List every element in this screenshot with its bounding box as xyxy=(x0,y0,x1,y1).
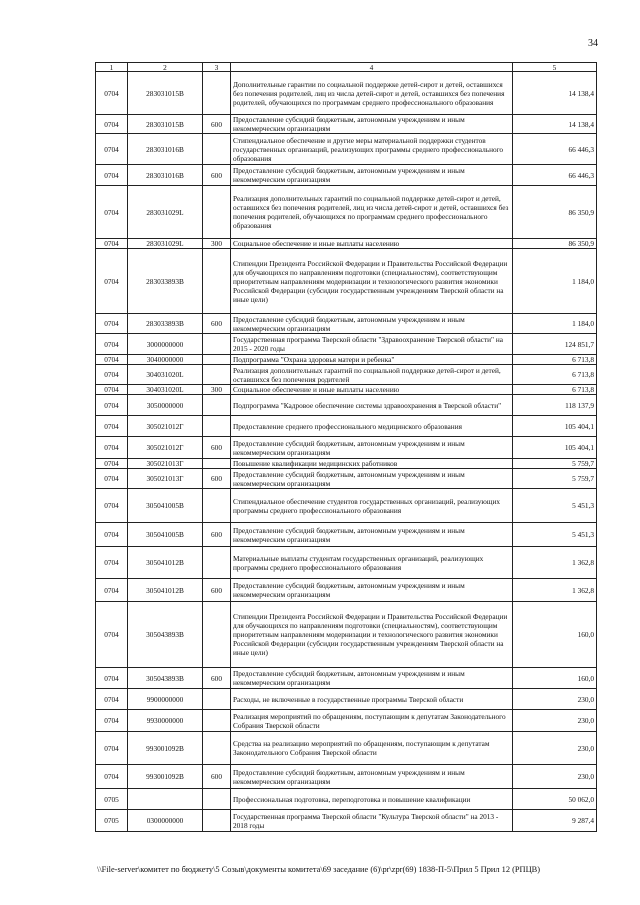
cell-target-article: 283033893B xyxy=(128,249,203,314)
cell-description: Материальные выплаты студентам государственных организаций, реализующих программы среднего профессионального образования xyxy=(231,547,513,579)
cell-target-article: 305043893B xyxy=(128,668,203,689)
cell-expense-type: 300 xyxy=(203,239,231,249)
cell-expense-type: 600 xyxy=(203,523,231,547)
cell-amount: 5 451,3 xyxy=(513,523,597,547)
cell-section-code: 0704 xyxy=(96,459,128,469)
cell-target-article: 3040000000 xyxy=(128,355,203,365)
cell-amount: 118 137,9 xyxy=(513,395,597,416)
cell-section-code: 0704 xyxy=(96,469,128,489)
cell-description: Стипендии Президента Российской Федерации и Правительства Российской Федерации для обучающихся по направлениям подготовки (специальностям), соответствующим приоритетным направлениям модернизации и технологического развития экономики Российской Федерации (субсидии государственным учреждениям Тверской области на иные цели) xyxy=(231,602,513,668)
page-number: 34 xyxy=(588,38,598,49)
table-row xyxy=(96,765,597,789)
cell-expense-type xyxy=(203,602,231,668)
cell-expense-type xyxy=(203,547,231,579)
cell-description: Предоставление субсидий бюджетным, автономным учреждениям и иным некоммерческим организациям xyxy=(231,579,513,602)
cell-section-code: 0705 xyxy=(96,789,128,810)
cell-description: Стипендиальное обеспечение студентов государственных организаций, реализующих программы среднего профессионального образования xyxy=(231,489,513,523)
cell-expense-type xyxy=(203,459,231,469)
table-row xyxy=(96,355,597,365)
cell-description: Стипендии Президента Российской Федерации и Правительства Российской Федерации для обучающихся по направлениям подготовки (специальностям), соответствующим приоритетным направлениям модернизации и технологического развития экономики Российской Федерации (субсидии государственным учреждениям Тверской области на иные цели) xyxy=(231,249,513,314)
file-path-footer: \\File-server\комитет по бюджету\5 Созыв\документы комитета\69 заседание (6)\pr\zpr(69) 1838-П-5\Прил 5 Прил 12 (РПЦВ) xyxy=(97,865,541,874)
cell-description: Предоставление субсидий бюджетным, автономным учреждениям и иным некоммерческим организациям xyxy=(231,765,513,789)
header-col-2: 2 xyxy=(128,63,203,72)
cell-expense-type xyxy=(203,416,231,437)
cell-section-code: 0704 xyxy=(96,314,128,334)
cell-target-article: 9930000000 xyxy=(128,710,203,732)
cell-expense-type: 600 xyxy=(203,314,231,334)
cell-section-code: 0704 xyxy=(96,165,128,186)
budget-table xyxy=(95,62,597,832)
cell-description: Предоставление субсидий бюджетным, автономным учреждениям и иным некоммерческим организациям xyxy=(231,115,513,134)
table-row xyxy=(96,602,597,668)
cell-amount: 105 404,1 xyxy=(513,416,597,437)
cell-target-article: 283031016B xyxy=(128,165,203,186)
cell-amount: 160,0 xyxy=(513,602,597,668)
cell-section-code: 0704 xyxy=(96,334,128,355)
cell-description: Реализация дополнительных гарантий по социальной поддержке детей-сирот и детей, оставшихся без попечения родителей xyxy=(231,365,513,385)
cell-amount: 1 184,0 xyxy=(513,249,597,314)
cell-expense-type xyxy=(203,134,231,165)
cell-description: Расходы, не включенные в государственные программы Тверской области xyxy=(231,689,513,710)
cell-expense-type xyxy=(203,810,231,832)
cell-target-article: 305041012B xyxy=(128,579,203,602)
cell-description: Подпрограмма "Кадровое обеспечение системы здравоохранения в Тверской области" xyxy=(231,395,513,416)
table-row xyxy=(96,334,597,355)
cell-target-article: 0300000000 xyxy=(128,810,203,832)
table-row xyxy=(96,314,597,334)
header-col-4: 4 xyxy=(231,63,513,72)
cell-amount: 230,0 xyxy=(513,732,597,765)
cell-section-code: 0704 xyxy=(96,365,128,385)
cell-description: Профессиональная подготовка, переподготовка и повышение квалификации xyxy=(231,789,513,810)
cell-section-code: 0704 xyxy=(96,134,128,165)
cell-section-code: 0704 xyxy=(96,355,128,365)
cell-expense-type xyxy=(203,732,231,765)
cell-target-article: 305041005B xyxy=(128,489,203,523)
cell-expense-type xyxy=(203,789,231,810)
cell-section-code: 0704 xyxy=(96,437,128,459)
cell-amount: 160,0 xyxy=(513,668,597,689)
cell-amount: 105 404,1 xyxy=(513,437,597,459)
table-row xyxy=(96,689,597,710)
table-row xyxy=(96,134,597,165)
cell-expense-type xyxy=(203,365,231,385)
cell-amount: 6 713,8 xyxy=(513,365,597,385)
cell-target-article: 283031029L xyxy=(128,186,203,239)
cell-section-code: 0704 xyxy=(96,689,128,710)
cell-amount: 86 350,9 xyxy=(513,186,597,239)
table-row xyxy=(96,437,597,459)
header-col-1: 1 xyxy=(96,63,128,72)
cell-description: Социальное обеспечение и иные выплаты населению xyxy=(231,239,513,249)
table-row xyxy=(96,668,597,689)
cell-section-code: 0704 xyxy=(96,115,128,134)
cell-expense-type: 600 xyxy=(203,765,231,789)
cell-target-article: 305041012B xyxy=(128,547,203,579)
table-row xyxy=(96,365,597,385)
cell-description: Предоставление субсидий бюджетным, автономным учреждениям и иным некоммерческим организациям xyxy=(231,165,513,186)
cell-amount: 6 713,8 xyxy=(513,355,597,365)
cell-section-code: 0704 xyxy=(96,547,128,579)
cell-section-code: 0704 xyxy=(96,385,128,395)
cell-amount: 5 759,7 xyxy=(513,469,597,489)
cell-description: Предоставление среднего профессионального медицинского образования xyxy=(231,416,513,437)
cell-target-article: 3050000000 xyxy=(128,395,203,416)
cell-expense-type xyxy=(203,710,231,732)
cell-target-article xyxy=(128,789,203,810)
cell-target-article: 993001092B xyxy=(128,765,203,789)
cell-amount: 5 759,7 xyxy=(513,459,597,469)
cell-target-article: 304031020L xyxy=(128,365,203,385)
cell-target-article: 9900000000 xyxy=(128,689,203,710)
cell-expense-type xyxy=(203,395,231,416)
cell-description: Дополнительные гарантии по социальной поддержке детей-сирот и детей, оставшихся без попечения родителей, лиц из числа детей-сирот и детей, оставшихся без попечения родителей, обучающихся по программам среднего профессионального образования xyxy=(231,72,513,115)
cell-section-code: 0704 xyxy=(96,489,128,523)
table-row xyxy=(96,523,597,547)
table-header-row xyxy=(96,63,597,72)
cell-description: Подпрограмма "Охрана здоровья матери и ребенка" xyxy=(231,355,513,365)
cell-expense-type: 600 xyxy=(203,469,231,489)
cell-section-code: 0704 xyxy=(96,249,128,314)
cell-section-code: 0704 xyxy=(96,523,128,547)
cell-amount: 66 446,3 xyxy=(513,134,597,165)
cell-expense-type: 600 xyxy=(203,115,231,134)
table-row xyxy=(96,385,597,395)
cell-amount: 50 062,0 xyxy=(513,789,597,810)
cell-amount: 5 451,3 xyxy=(513,489,597,523)
cell-amount: 86 350,9 xyxy=(513,239,597,249)
cell-description: Реализация мероприятий по обращениям, поступающим к депутатам Законодательного Собрания Тверской области xyxy=(231,710,513,732)
cell-target-article: 283031015B xyxy=(128,72,203,115)
cell-amount: 14 138,4 xyxy=(513,72,597,115)
cell-section-code: 0705 xyxy=(96,810,128,832)
header-col-5: 5 xyxy=(513,63,597,72)
cell-target-article: 305021012Г xyxy=(128,437,203,459)
cell-description: Средства на реализацию мероприятий по обращениям, поступающим к депутатам Законодательного Собрания Тверской области xyxy=(231,732,513,765)
cell-description: Повышение квалификации медицинских работников xyxy=(231,459,513,469)
cell-description: Социальное обеспечение и иные выплаты населению xyxy=(231,385,513,395)
cell-expense-type xyxy=(203,186,231,239)
cell-amount: 66 446,3 xyxy=(513,165,597,186)
cell-expense-type: 600 xyxy=(203,579,231,602)
table-row xyxy=(96,72,597,115)
cell-amount: 124 851,7 xyxy=(513,334,597,355)
cell-amount: 230,0 xyxy=(513,710,597,732)
cell-amount: 1 362,8 xyxy=(513,547,597,579)
cell-description: Предоставление субсидий бюджетным, автономным учреждениям и иным некоммерческим организациям xyxy=(231,437,513,459)
cell-description: Предоставление субсидий бюджетным, автономным учреждениям и иным некоммерческим организациям xyxy=(231,668,513,689)
cell-description: Реализация дополнительных гарантий по социальной поддержке детей-сирот и детей, оставшихся без попечения родителей, лиц из числа детей-сирот и детей, оставшихся без попечения родителей, обучающихся по программам среднего профессионального образования xyxy=(231,186,513,239)
table-row xyxy=(96,547,597,579)
table-row xyxy=(96,459,597,469)
cell-expense-type: 600 xyxy=(203,437,231,459)
cell-section-code: 0704 xyxy=(96,710,128,732)
cell-target-article: 283031015B xyxy=(128,115,203,134)
table-row xyxy=(96,810,597,832)
cell-description: Предоставление субсидий бюджетным, автономным учреждениям и иным некоммерческим организациям xyxy=(231,469,513,489)
table-row xyxy=(96,395,597,416)
cell-section-code: 0704 xyxy=(96,72,128,115)
table-row xyxy=(96,416,597,437)
cell-section-code: 0704 xyxy=(96,186,128,239)
cell-expense-type xyxy=(203,334,231,355)
cell-section-code: 0704 xyxy=(96,602,128,668)
table-row xyxy=(96,115,597,134)
cell-expense-type xyxy=(203,689,231,710)
table-row xyxy=(96,489,597,523)
cell-amount: 1 184,0 xyxy=(513,314,597,334)
table-row xyxy=(96,239,597,249)
cell-target-article: 305021013Г xyxy=(128,469,203,489)
table-row xyxy=(96,469,597,489)
table-body xyxy=(96,72,597,832)
cell-description: Государственная программа Тверской области "Культура Тверской области" на 2013 - 2018 годы xyxy=(231,810,513,832)
table-row xyxy=(96,186,597,239)
cell-target-article: 283031029L xyxy=(128,239,203,249)
cell-section-code: 0704 xyxy=(96,579,128,602)
cell-description: Государственная программа Тверской области "Здравоохранение Тверской области" на 2015 - 2020 годы xyxy=(231,334,513,355)
cell-section-code: 0704 xyxy=(96,239,128,249)
cell-description: Предоставление субсидий бюджетным, автономным учреждениям и иным некоммерческим организациям xyxy=(231,523,513,547)
cell-amount: 6 713,8 xyxy=(513,385,597,395)
cell-target-article: 304031020L xyxy=(128,385,203,395)
cell-section-code: 0704 xyxy=(96,416,128,437)
table-row xyxy=(96,249,597,314)
cell-expense-type xyxy=(203,249,231,314)
cell-amount: 9 287,4 xyxy=(513,810,597,832)
cell-target-article: 993001092B xyxy=(128,732,203,765)
cell-expense-type: 600 xyxy=(203,668,231,689)
table-row xyxy=(96,789,597,810)
cell-section-code: 0704 xyxy=(96,668,128,689)
cell-target-article: 283031016B xyxy=(128,134,203,165)
table-row xyxy=(96,579,597,602)
cell-target-article: 283033893B xyxy=(128,314,203,334)
cell-target-article: 305041005B xyxy=(128,523,203,547)
cell-section-code: 0704 xyxy=(96,732,128,765)
cell-expense-type: 600 xyxy=(203,165,231,186)
table-row xyxy=(96,710,597,732)
cell-expense-type xyxy=(203,489,231,523)
cell-description: Стипендиальное обеспечение и другие меры материальной поддержки студентов государственных организаций, реализующих программы среднего профессионального образования xyxy=(231,134,513,165)
cell-expense-type: 300 xyxy=(203,385,231,395)
table-row xyxy=(96,732,597,765)
cell-target-article: 3000000000 xyxy=(128,334,203,355)
cell-section-code: 0704 xyxy=(96,765,128,789)
cell-target-article: 305021012Г xyxy=(128,416,203,437)
header-col-3: 3 xyxy=(203,63,231,72)
table-row xyxy=(96,165,597,186)
cell-target-article: 305021013Г xyxy=(128,459,203,469)
cell-description: Предоставление субсидий бюджетным, автономным учреждениям и иным некоммерческим организациям xyxy=(231,314,513,334)
cell-amount: 1 362,8 xyxy=(513,579,597,602)
cell-section-code: 0704 xyxy=(96,395,128,416)
cell-amount: 230,0 xyxy=(513,765,597,789)
cell-expense-type xyxy=(203,355,231,365)
cell-amount: 14 138,4 xyxy=(513,115,597,134)
cell-target-article: 305043893B xyxy=(128,602,203,668)
cell-expense-type xyxy=(203,72,231,115)
cell-amount: 230,0 xyxy=(513,689,597,710)
